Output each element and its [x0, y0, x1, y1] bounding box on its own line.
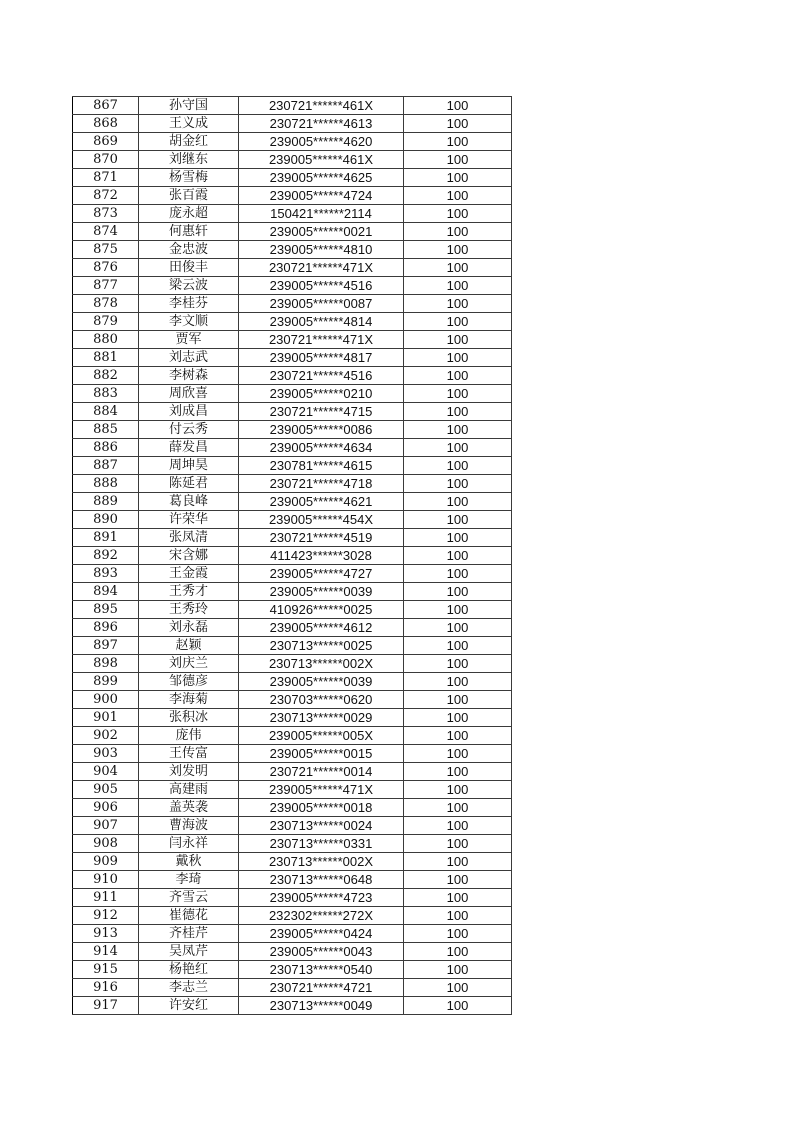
id-number-cell: 239005******0018	[239, 799, 404, 817]
id-number-cell: 239005******4810	[239, 241, 404, 259]
amount-cell: 100	[404, 241, 512, 259]
amount-cell: 100	[404, 349, 512, 367]
row-number-cell: 902	[73, 727, 139, 745]
person-name-cell: 王金霞	[139, 565, 239, 583]
id-number-cell: 230713******002X	[239, 655, 404, 673]
row-number-cell: 909	[73, 853, 139, 871]
person-name-cell: 邹德彦	[139, 673, 239, 691]
table-row	[73, 313, 512, 331]
id-number-cell: 230713******0049	[239, 997, 404, 1015]
person-name-cell: 刘永磊	[139, 619, 239, 637]
table-row	[73, 781, 512, 799]
amount-cell: 100	[404, 565, 512, 583]
amount-cell: 100	[404, 619, 512, 637]
amount-cell: 100	[404, 925, 512, 943]
row-number-cell: 885	[73, 421, 139, 439]
id-number-cell: 230713******002X	[239, 853, 404, 871]
id-number-cell: 239005******4620	[239, 133, 404, 151]
row-number-cell: 914	[73, 943, 139, 961]
table-row	[73, 583, 512, 601]
table-row	[73, 439, 512, 457]
id-number-cell: 230721******4516	[239, 367, 404, 385]
person-name-cell: 齐桂芹	[139, 925, 239, 943]
table-row	[73, 511, 512, 529]
row-number-cell: 883	[73, 385, 139, 403]
table-row	[73, 889, 512, 907]
person-name-cell: 周欣喜	[139, 385, 239, 403]
amount-cell: 100	[404, 907, 512, 925]
person-name-cell: 梁云波	[139, 277, 239, 295]
person-name-cell: 胡金红	[139, 133, 239, 151]
id-number-cell: 239005******0043	[239, 943, 404, 961]
amount-cell: 100	[404, 259, 512, 277]
row-number-cell: 888	[73, 475, 139, 493]
person-name-cell: 杨雪梅	[139, 169, 239, 187]
row-number-cell: 870	[73, 151, 139, 169]
person-name-cell: 刘庆兰	[139, 655, 239, 673]
row-number-cell: 886	[73, 439, 139, 457]
row-number-cell: 873	[73, 205, 139, 223]
row-number-cell: 900	[73, 691, 139, 709]
amount-cell: 100	[404, 367, 512, 385]
row-number-cell: 891	[73, 529, 139, 547]
id-number-cell: 230721******471X	[239, 331, 404, 349]
person-name-cell: 王秀玲	[139, 601, 239, 619]
row-number-cell: 884	[73, 403, 139, 421]
person-name-cell: 庞永超	[139, 205, 239, 223]
amount-cell: 100	[404, 979, 512, 997]
amount-cell: 100	[404, 673, 512, 691]
id-number-cell: 230713******0331	[239, 835, 404, 853]
person-name-cell: 田俊丰	[139, 259, 239, 277]
amount-cell: 100	[404, 295, 512, 313]
amount-cell: 100	[404, 187, 512, 205]
row-number-cell: 912	[73, 907, 139, 925]
amount-cell: 100	[404, 817, 512, 835]
id-number-cell: 239005******4625	[239, 169, 404, 187]
row-number-cell: 887	[73, 457, 139, 475]
row-number-cell: 895	[73, 601, 139, 619]
person-name-cell: 齐雪云	[139, 889, 239, 907]
table-row	[73, 385, 512, 403]
row-number-cell: 904	[73, 763, 139, 781]
amount-cell: 100	[404, 889, 512, 907]
person-name-cell: 张百霞	[139, 187, 239, 205]
roster-table-body	[73, 97, 512, 1015]
amount-cell: 100	[404, 205, 512, 223]
row-number-cell: 897	[73, 637, 139, 655]
id-number-cell: 230721******461X	[239, 97, 404, 115]
id-number-cell: 239005******4724	[239, 187, 404, 205]
table-row	[73, 637, 512, 655]
id-number-cell: 230713******0540	[239, 961, 404, 979]
id-number-cell: 239005******4814	[239, 313, 404, 331]
id-number-cell: 230713******0025	[239, 637, 404, 655]
amount-cell: 100	[404, 385, 512, 403]
id-number-cell: 230721******4721	[239, 979, 404, 997]
row-number-cell: 894	[73, 583, 139, 601]
table-row	[73, 673, 512, 691]
amount-cell: 100	[404, 493, 512, 511]
row-number-cell: 872	[73, 187, 139, 205]
person-name-cell: 孙守国	[139, 97, 239, 115]
table-row	[73, 205, 512, 223]
person-name-cell: 刘继东	[139, 151, 239, 169]
row-number-cell: 876	[73, 259, 139, 277]
row-number-cell: 874	[73, 223, 139, 241]
table-row	[73, 367, 512, 385]
person-name-cell: 何惠轩	[139, 223, 239, 241]
table-row	[73, 241, 512, 259]
table-row	[73, 259, 512, 277]
person-name-cell: 贾军	[139, 331, 239, 349]
table-row	[73, 655, 512, 673]
row-number-cell: 901	[73, 709, 139, 727]
table-row	[73, 601, 512, 619]
row-number-cell: 911	[73, 889, 139, 907]
row-number-cell: 893	[73, 565, 139, 583]
row-number-cell: 889	[73, 493, 139, 511]
row-number-cell: 905	[73, 781, 139, 799]
amount-cell: 100	[404, 439, 512, 457]
person-name-cell: 付云秀	[139, 421, 239, 439]
amount-cell: 100	[404, 511, 512, 529]
table-row	[73, 727, 512, 745]
row-number-cell: 877	[73, 277, 139, 295]
id-number-cell: 230721******4519	[239, 529, 404, 547]
person-name-cell: 刘志武	[139, 349, 239, 367]
person-name-cell: 薛发昌	[139, 439, 239, 457]
table-row	[73, 961, 512, 979]
amount-cell: 100	[404, 601, 512, 619]
id-number-cell: 239005******461X	[239, 151, 404, 169]
table-row	[73, 457, 512, 475]
amount-cell: 100	[404, 133, 512, 151]
table-row	[73, 133, 512, 151]
amount-cell: 100	[404, 223, 512, 241]
amount-cell: 100	[404, 637, 512, 655]
row-number-cell: 871	[73, 169, 139, 187]
table-row	[73, 907, 512, 925]
id-number-cell: 239005******4723	[239, 889, 404, 907]
table-row	[73, 349, 512, 367]
id-number-cell: 239005******471X	[239, 781, 404, 799]
row-number-cell: 878	[73, 295, 139, 313]
person-name-cell: 吴凤芹	[139, 943, 239, 961]
table-row	[73, 997, 512, 1015]
person-name-cell: 王秀才	[139, 583, 239, 601]
row-number-cell: 908	[73, 835, 139, 853]
id-number-cell: 230713******0029	[239, 709, 404, 727]
amount-cell: 100	[404, 277, 512, 295]
table-row	[73, 565, 512, 583]
id-number-cell: 232302******272X	[239, 907, 404, 925]
person-name-cell: 李志兰	[139, 979, 239, 997]
amount-cell: 100	[404, 871, 512, 889]
id-number-cell: 239005******4727	[239, 565, 404, 583]
table-row	[73, 745, 512, 763]
person-name-cell: 王传富	[139, 745, 239, 763]
row-number-cell: 882	[73, 367, 139, 385]
id-number-cell: 230721******471X	[239, 259, 404, 277]
table-row	[73, 295, 512, 313]
id-number-cell: 230703******0620	[239, 691, 404, 709]
table-row	[73, 187, 512, 205]
person-name-cell: 许安红	[139, 997, 239, 1015]
amount-cell: 100	[404, 97, 512, 115]
row-number-cell: 898	[73, 655, 139, 673]
row-number-cell: 906	[73, 799, 139, 817]
id-number-cell: 239005******0086	[239, 421, 404, 439]
person-name-cell: 戴秋	[139, 853, 239, 871]
row-number-cell: 881	[73, 349, 139, 367]
amount-cell: 100	[404, 421, 512, 439]
row-number-cell: 869	[73, 133, 139, 151]
amount-cell: 100	[404, 853, 512, 871]
row-number-cell: 875	[73, 241, 139, 259]
amount-cell: 100	[404, 313, 512, 331]
table-row	[73, 331, 512, 349]
person-name-cell: 宋含娜	[139, 547, 239, 565]
table-row	[73, 817, 512, 835]
table-row	[73, 763, 512, 781]
amount-cell: 100	[404, 961, 512, 979]
amount-cell: 100	[404, 943, 512, 961]
row-number-cell: 892	[73, 547, 139, 565]
amount-cell: 100	[404, 169, 512, 187]
amount-cell: 100	[404, 115, 512, 133]
person-name-cell: 李桂芬	[139, 295, 239, 313]
row-number-cell: 890	[73, 511, 139, 529]
person-name-cell: 张凤清	[139, 529, 239, 547]
id-number-cell: 230721******4718	[239, 475, 404, 493]
table-row	[73, 475, 512, 493]
row-number-cell: 896	[73, 619, 139, 637]
id-number-cell: 150421******2114	[239, 205, 404, 223]
person-name-cell: 曹海波	[139, 817, 239, 835]
table-row	[73, 799, 512, 817]
table-row	[73, 97, 512, 115]
amount-cell: 100	[404, 475, 512, 493]
row-number-cell: 868	[73, 115, 139, 133]
table-row	[73, 421, 512, 439]
id-number-cell: 239005******4817	[239, 349, 404, 367]
id-number-cell: 239005******0021	[239, 223, 404, 241]
amount-cell: 100	[404, 835, 512, 853]
row-number-cell: 903	[73, 745, 139, 763]
row-number-cell: 915	[73, 961, 139, 979]
person-name-cell: 李海菊	[139, 691, 239, 709]
id-number-cell: 230721******4715	[239, 403, 404, 421]
id-number-cell: 230713******0648	[239, 871, 404, 889]
id-number-cell: 239005******454X	[239, 511, 404, 529]
row-number-cell: 916	[73, 979, 139, 997]
id-number-cell: 239005******4612	[239, 619, 404, 637]
person-name-cell: 陈延君	[139, 475, 239, 493]
amount-cell: 100	[404, 529, 512, 547]
id-number-cell: 239005******0039	[239, 673, 404, 691]
row-number-cell: 867	[73, 97, 139, 115]
row-number-cell: 880	[73, 331, 139, 349]
amount-cell: 100	[404, 457, 512, 475]
amount-cell: 100	[404, 781, 512, 799]
table-row	[73, 115, 512, 133]
person-name-cell: 张积冰	[139, 709, 239, 727]
id-number-cell: 239005******0424	[239, 925, 404, 943]
row-number-cell: 917	[73, 997, 139, 1015]
table-row	[73, 943, 512, 961]
amount-cell: 100	[404, 331, 512, 349]
table-row	[73, 403, 512, 421]
table-row	[73, 151, 512, 169]
person-name-cell: 葛良峰	[139, 493, 239, 511]
amount-cell: 100	[404, 763, 512, 781]
row-number-cell: 899	[73, 673, 139, 691]
person-name-cell: 许荣华	[139, 511, 239, 529]
person-name-cell: 刘成昌	[139, 403, 239, 421]
id-number-cell: 230721******0014	[239, 763, 404, 781]
person-name-cell: 金忠波	[139, 241, 239, 259]
table-row	[73, 493, 512, 511]
person-name-cell: 盖英袭	[139, 799, 239, 817]
table-row	[73, 979, 512, 997]
person-name-cell: 闫永祥	[139, 835, 239, 853]
table-row	[73, 691, 512, 709]
id-number-cell: 239005******0015	[239, 745, 404, 763]
roster-table	[72, 96, 512, 1015]
table-row	[73, 223, 512, 241]
person-name-cell: 周坤昊	[139, 457, 239, 475]
person-name-cell: 赵颖	[139, 637, 239, 655]
id-number-cell: 239005******005X	[239, 727, 404, 745]
amount-cell: 100	[404, 799, 512, 817]
table-row	[73, 871, 512, 889]
table-row	[73, 547, 512, 565]
table-row	[73, 853, 512, 871]
table-row	[73, 619, 512, 637]
table-row	[73, 925, 512, 943]
amount-cell: 100	[404, 709, 512, 727]
table-row	[73, 529, 512, 547]
amount-cell: 100	[404, 691, 512, 709]
amount-cell: 100	[404, 655, 512, 673]
table-row	[73, 277, 512, 295]
row-number-cell: 907	[73, 817, 139, 835]
table-row	[73, 169, 512, 187]
row-number-cell: 910	[73, 871, 139, 889]
id-number-cell: 239005******0210	[239, 385, 404, 403]
row-number-cell: 879	[73, 313, 139, 331]
id-number-cell: 410926******0025	[239, 601, 404, 619]
amount-cell: 100	[404, 745, 512, 763]
row-number-cell: 913	[73, 925, 139, 943]
amount-cell: 100	[404, 403, 512, 421]
id-number-cell: 239005******4621	[239, 493, 404, 511]
id-number-cell: 230713******0024	[239, 817, 404, 835]
id-number-cell: 239005******4634	[239, 439, 404, 457]
person-name-cell: 高建雨	[139, 781, 239, 799]
person-name-cell: 杨艳红	[139, 961, 239, 979]
amount-cell: 100	[404, 727, 512, 745]
table-row	[73, 835, 512, 853]
id-number-cell: 230721******4613	[239, 115, 404, 133]
id-number-cell: 239005******0039	[239, 583, 404, 601]
person-name-cell: 李树森	[139, 367, 239, 385]
amount-cell: 100	[404, 997, 512, 1015]
id-number-cell: 411423******3028	[239, 547, 404, 565]
id-number-cell: 239005******0087	[239, 295, 404, 313]
person-name-cell: 李琦	[139, 871, 239, 889]
id-number-cell: 239005******4516	[239, 277, 404, 295]
person-name-cell: 王义成	[139, 115, 239, 133]
id-number-cell: 230781******4615	[239, 457, 404, 475]
amount-cell: 100	[404, 151, 512, 169]
person-name-cell: 李文顺	[139, 313, 239, 331]
amount-cell: 100	[404, 583, 512, 601]
person-name-cell: 崔德花	[139, 907, 239, 925]
amount-cell: 100	[404, 547, 512, 565]
table-row	[73, 709, 512, 727]
person-name-cell: 刘发明	[139, 763, 239, 781]
person-name-cell: 庞伟	[139, 727, 239, 745]
